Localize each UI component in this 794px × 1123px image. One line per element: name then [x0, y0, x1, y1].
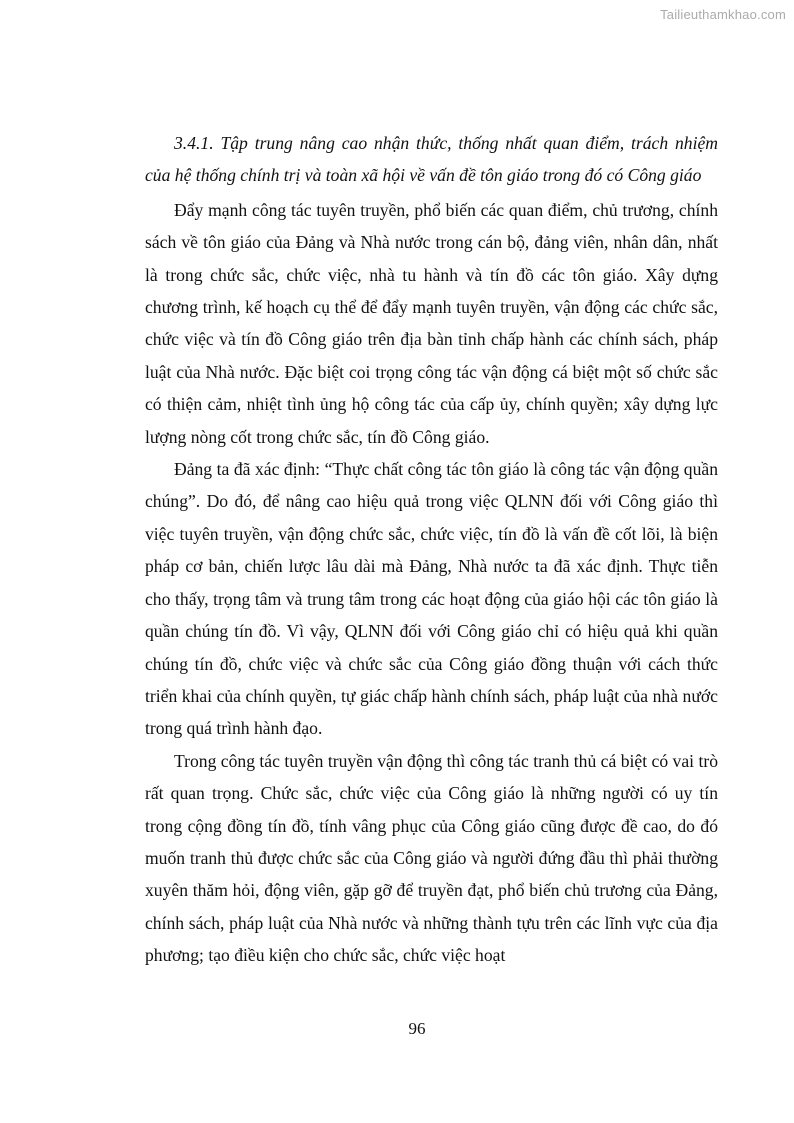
page-number: 96 — [408, 1019, 426, 1038]
paragraph-3: Trong công tác tuyên truyền vận động thì công tác tranh thủ cá biệt có vai trò rất quan trọng. Chức sắc, chức việc của Công giáo là những người có uy tín trong cộng đồng tín đồ, tính vâng phục của Công giáo cũng được đề cao, do đó muốn tranh thủ được chức sắc của Công giáo và người đứng đầu thì phải thường xuyên thăm hỏi, động viên, gặp gỡ để truyền đạt, phổ biến chủ trương của Đảng, chính sách, pháp luật của Nhà nước và những thành tựu trên các lĩnh vực của địa phương; tạo điều kiện cho chức sắc, chức việc hoạt — [145, 750, 718, 966]
section-heading: 3.4.1. Tập trung nâng cao nhận thức, thống nhất quan điểm, trách nhiệm của hệ thống chính trị và toàn xã hội về vấn đề tôn giáo trong đó có Công giáo — [145, 133, 718, 186]
watermark: Tailieuthamkhao.com — [660, 7, 786, 22]
paragraph-1: Đẩy mạnh công tác tuyên truyền, phổ biến các quan điểm, chủ trương, chính sách về tôn giáo của Đảng và Nhà nước trong cán bộ, đảng viên, nhân dân, nhất là trong chức sắc, chức việc, nhà tu hành và tín đồ các tôn giáo. Xây dựng chương trình, kế hoạch cụ thể để đẩy mạnh tuyên truyền, vận động các chức sắc, chức việc và tín đồ Công giáo trên địa bàn tỉnh chấp hành các chính sách, pháp luật của Nhà nước. Đặc biệt coi trọng công tác vận động cá biệt một số chức sắc có thiện cảm, nhiệt tình ủng hộ công tác của cấp ủy, chính quyền; xây dựng lực lượng nòng cốt trong chức sắc, tín đồ Công giáo. — [145, 199, 718, 447]
paragraph-2: Đảng ta đã xác định: “Thực chất công tác tôn giáo là công tác vận động quần chúng”. Do đó, để nâng cao hiệu quả trong việc QLNN đối với Công giáo thì việc tuyên truyền, vận động chức sắc, chức việc, tín đồ là vấn đề cốt lõi, là biện pháp cơ bản, chiến lược lâu dài mà Đảng, Nhà nước ta đã xác định. Thực tiễn cho thấy, trọng tâm và trung tâm trong các hoạt động của giáo hội các tôn giáo là quần chúng tín đồ. Vì vậy, QLNN đối với Công giáo chỉ có hiệu quả khi quần chúng tín đồ, chức việc và chức sắc của Công giáo đồng thuận với cách thức triển khai của chính quyền, tự giác chấp hành chính sách, pháp luật của nhà nước trong quá trình hành đạo. — [145, 459, 718, 739]
page-content — [145, 127, 718, 972]
